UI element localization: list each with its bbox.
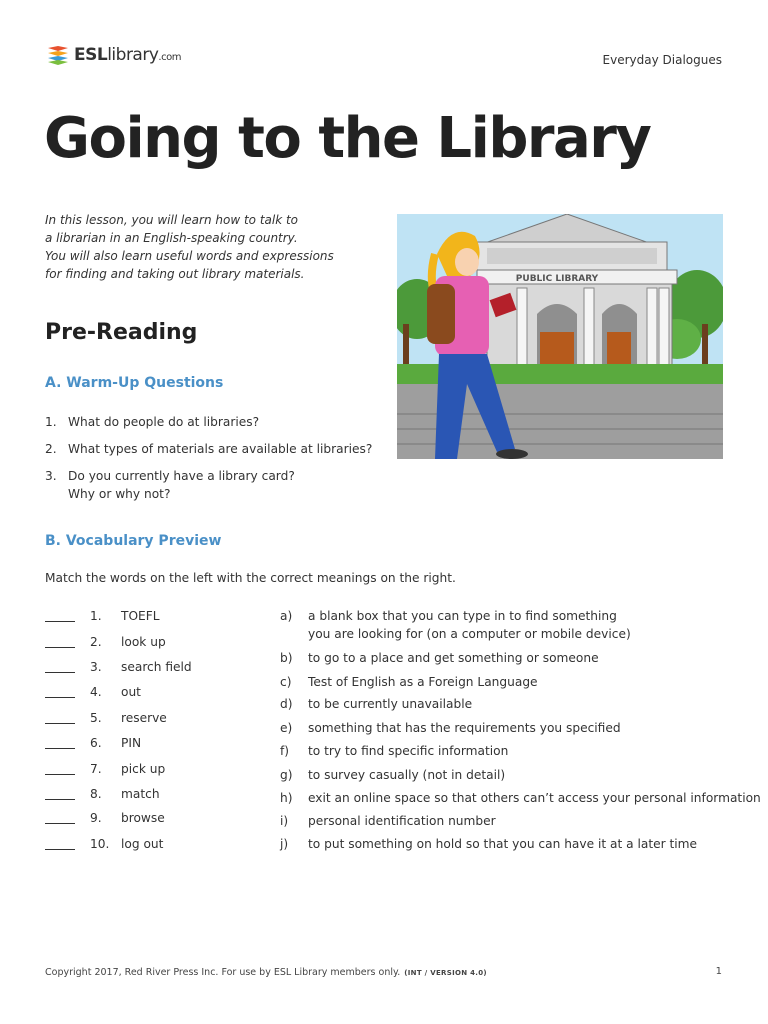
vocab-word: match — [121, 787, 160, 801]
meaning-letter: a) — [280, 609, 293, 623]
vocab-word: pick up — [121, 762, 166, 776]
subheading-vocabulary: B. Vocabulary Preview — [45, 533, 222, 549]
question-text: What types of materials are available at libraries? — [68, 442, 373, 456]
list-item — [45, 413, 372, 431]
question-number: 1. — [45, 415, 57, 429]
vocab-number: 1. — [90, 609, 102, 623]
vocab-word: log out — [121, 837, 164, 851]
meaning-text: to try to find specific information — [308, 744, 509, 758]
subheading-warmup: A. Warm-Up Questions — [45, 375, 224, 391]
meaning-text: a blank box that you can type in to find something — [308, 609, 617, 623]
meaning-text: to survey casually (not in detail) — [308, 768, 506, 782]
library-illustration — [397, 214, 723, 459]
vocab-number: 7. — [90, 762, 102, 776]
vocab-number: 8. — [90, 787, 102, 801]
answer-blank[interactable] — [45, 647, 75, 648]
answer-blank[interactable] — [45, 748, 75, 749]
meaning-letter: c) — [280, 675, 292, 689]
question-text: What do people do at libraries? — [68, 415, 260, 429]
answer-blank[interactable] — [45, 672, 75, 673]
meaning-text: to put something on hold so that you can have it at a later time — [308, 837, 698, 851]
page-title: Going to the Library — [44, 106, 651, 171]
meaning-letter: d) — [280, 697, 293, 711]
vocab-word: out — [121, 685, 141, 699]
meaning-text: exit an online space so that others can’t access your personal information — [308, 791, 761, 805]
page-number: 1 — [715, 966, 722, 977]
question-text: Why or why not? — [68, 487, 171, 501]
answer-blank[interactable] — [45, 849, 75, 850]
question-number: 2. — [45, 442, 57, 456]
vocab-number: 2. — [90, 635, 102, 649]
vocab-word: look up — [121, 635, 166, 649]
meaning-letter: i) — [280, 814, 289, 828]
meaning-text: Test of English as a Foreign Language — [308, 675, 538, 689]
vocab-word: browse — [121, 811, 165, 825]
intro-line: In this lesson, you will learn how to talk to — [45, 213, 299, 227]
warmup-question-list — [45, 413, 372, 503]
vocab-word: search field — [121, 660, 192, 674]
meaning-text: to be currently unavailable — [308, 697, 473, 711]
meaning-letter: g) — [280, 768, 293, 782]
vocab-instructions: Match the words on the left with the correct meanings on the right. — [45, 571, 456, 585]
meaning-letter: b) — [280, 651, 293, 665]
vocab-number: 5. — [90, 711, 102, 725]
vocab-number: 3. — [90, 660, 102, 674]
vocab-word: PIN — [121, 736, 142, 750]
meaning-letter: h) — [280, 791, 293, 805]
meaning-letter: j) — [280, 837, 289, 851]
answer-blank[interactable] — [45, 823, 75, 824]
meaning-letter: f) — [280, 744, 290, 758]
answer-blank[interactable] — [45, 723, 75, 724]
vocab-number: 4. — [90, 685, 102, 699]
esl-library-logo — [46, 44, 181, 66]
vocab-number: 9. — [90, 811, 102, 825]
logo-book-icon — [46, 44, 70, 66]
logo-esl: ESL — [74, 45, 108, 65]
meaning-text: personal identification number — [308, 814, 496, 828]
question-number: 3. — [45, 469, 57, 483]
meaning-text: you are looking for (on a computer or mobile device) — [308, 627, 631, 641]
meaning-text: to go to a place and get something or someone — [308, 651, 599, 665]
answer-blank[interactable] — [45, 799, 75, 800]
copyright-text: Copyright 2017, Red River Press Inc. For use by ESL Library members only. — [45, 967, 401, 978]
question-text: Do you currently have a library card? — [68, 469, 295, 483]
vocab-number: 6. — [90, 736, 102, 750]
answer-blank[interactable] — [45, 774, 75, 775]
meaning-letter: e) — [280, 721, 293, 735]
library-sign: PUBLIC LIBRARY — [515, 274, 599, 284]
intro-text — [45, 211, 345, 283]
section-heading-pre-reading: Pre-Reading — [45, 320, 198, 345]
answer-blank[interactable] — [45, 621, 75, 622]
vocab-number: 10. — [90, 837, 110, 851]
version-label: (INT / VERSION 4.0) — [404, 969, 487, 977]
list-item — [45, 440, 372, 458]
vocab-word: TOEFL — [121, 609, 160, 623]
logo-suffix: .com — [158, 52, 181, 63]
meaning-text: something that has the requirements you specified — [308, 721, 621, 735]
list-item — [45, 467, 372, 503]
intro-line: a librarian in an English-speaking country. — [45, 231, 298, 245]
vocab-word: reserve — [121, 711, 167, 725]
answer-blank[interactable] — [45, 697, 75, 698]
series-name: Everyday Dialogues — [602, 53, 722, 67]
footer-copyright — [45, 967, 487, 978]
intro-line: for finding and taking out library materials. — [45, 267, 305, 281]
logo-library: library — [107, 45, 159, 65]
intro-line: You will also learn useful words and expressions — [45, 249, 334, 263]
